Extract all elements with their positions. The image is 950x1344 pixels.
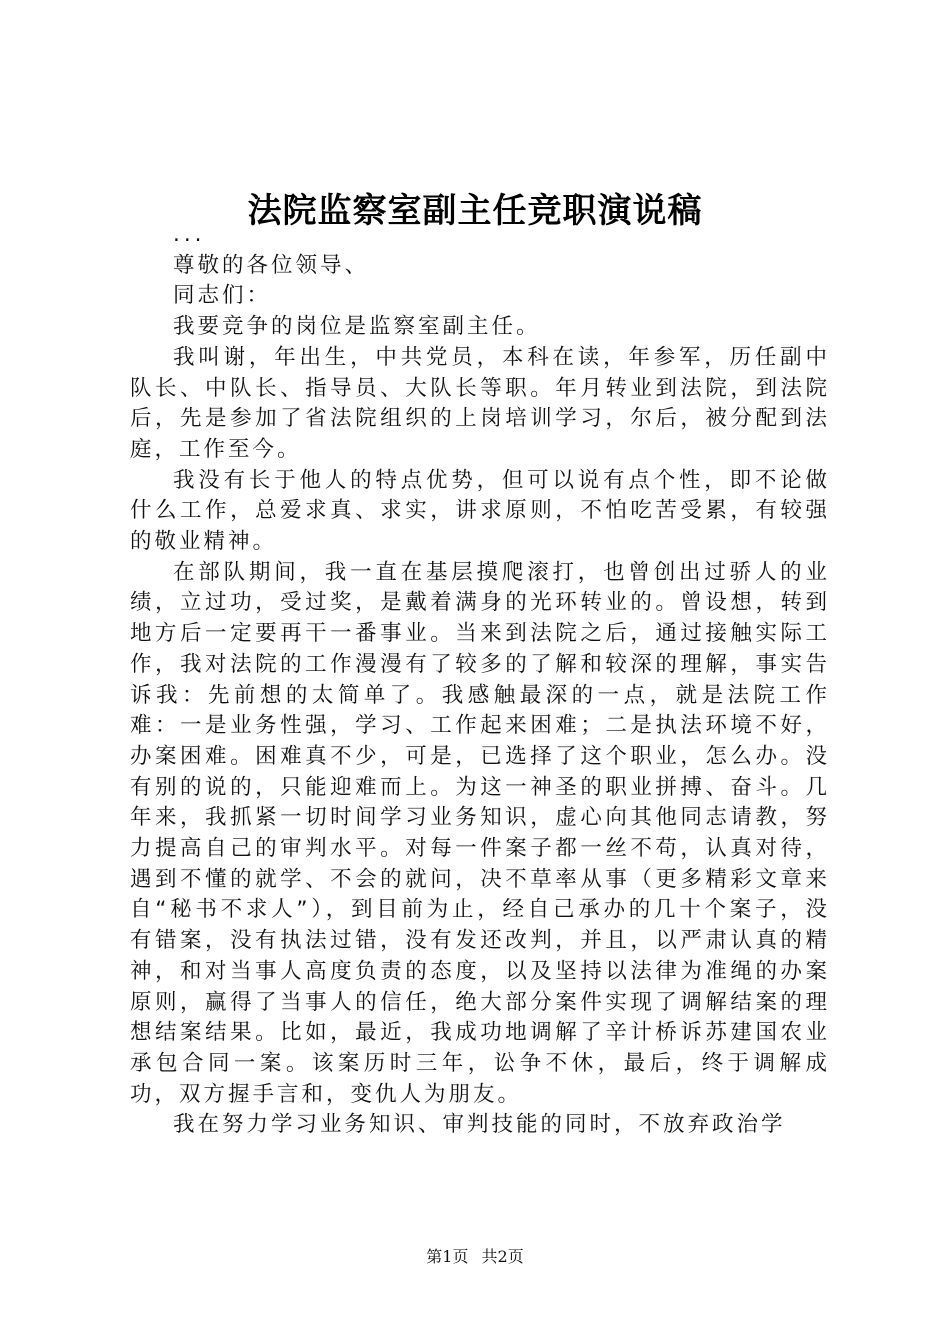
document-body — [130, 220, 830, 1141]
page-number: 第1页 — [426, 1247, 469, 1266]
ellipsis-line: ... — [173, 222, 206, 247]
paragraph-character: 我没有长于他人的特点优势，但可以说有点个性，即不论做什么工作，总爱求真、求实，讲求原则，不怕吃苦受累，有较强的敬业精神。 — [130, 467, 830, 555]
page-footer — [0, 1244, 950, 1267]
salutation-line-1: 尊敬的各位领导、 — [173, 252, 370, 278]
salutation-line-2: 同志们： — [173, 283, 272, 309]
page-total: 共2页 — [481, 1247, 524, 1266]
paragraph-experience: 在部队期间，我一直在基层摸爬滚打，也曾创出过骄人的业绩，立过功，受过奖，是戴着满身的光环转业的。曾设想，转到地方后一定要再干一番事业。当来到法院之后，通过接触实际工作，我对法院的工作漫漫有了较多的了解和较深的理解，事实告诉我：先前想的太简单了。我感触最深的一点，就是法院工作难：一是业务性强，学习、工作起来困难；二是执法环境不好，办案困难。困难真不少，可是，已选择了这个职业，怎么办。没有别的说的，只能迎难而上。为这一神圣的职业拼搏、奋斗。几年来，我抓紧一切时间学习业务知识，虚心向其他同志请教，努力提高自己的审判水平。对每一件案子都一丝不苟，认真对待，遇到不懂的就学、不会的就问，决不草率从事（更多精彩文章来自“秘书不求人”），到目前为止，经自己承办的几十个案子，没有错案，没有执法过错，没有发还改判，并且，以严肃认真的精神，和对当事人高度负责的态度，以及坚持以法律为准绳的办案原则，赢得了当事人的信任，绝大部分案件实现了调解结案的理想结案结果。比如，最近，我成功地调解了辛计桥诉苏建国农业承包合同一案。该案历时三年，讼争不休，最后，终于调解成功，双方握手言和，变仇人为朋友。 — [130, 559, 830, 1107]
document-title: 法院监察室副主任竞职演说稿 — [247, 191, 703, 231]
paragraph-study: 我在努力学习业务知识、审判技能的同时，不放弃政治学 — [173, 1112, 786, 1138]
paragraph-position: 我要竞争的岗位是监察室副主任。 — [173, 314, 541, 340]
paragraph-introduction: 我叫谢，年出生，中共党员，本科在读，年参军，历任副中队长、中队长、指导员、大队长等职。年月转业到法院，到法院后，先是参加了省法院组织的上岗培训学习，尔后，被分配到法庭，工作至今。 — [130, 344, 830, 462]
